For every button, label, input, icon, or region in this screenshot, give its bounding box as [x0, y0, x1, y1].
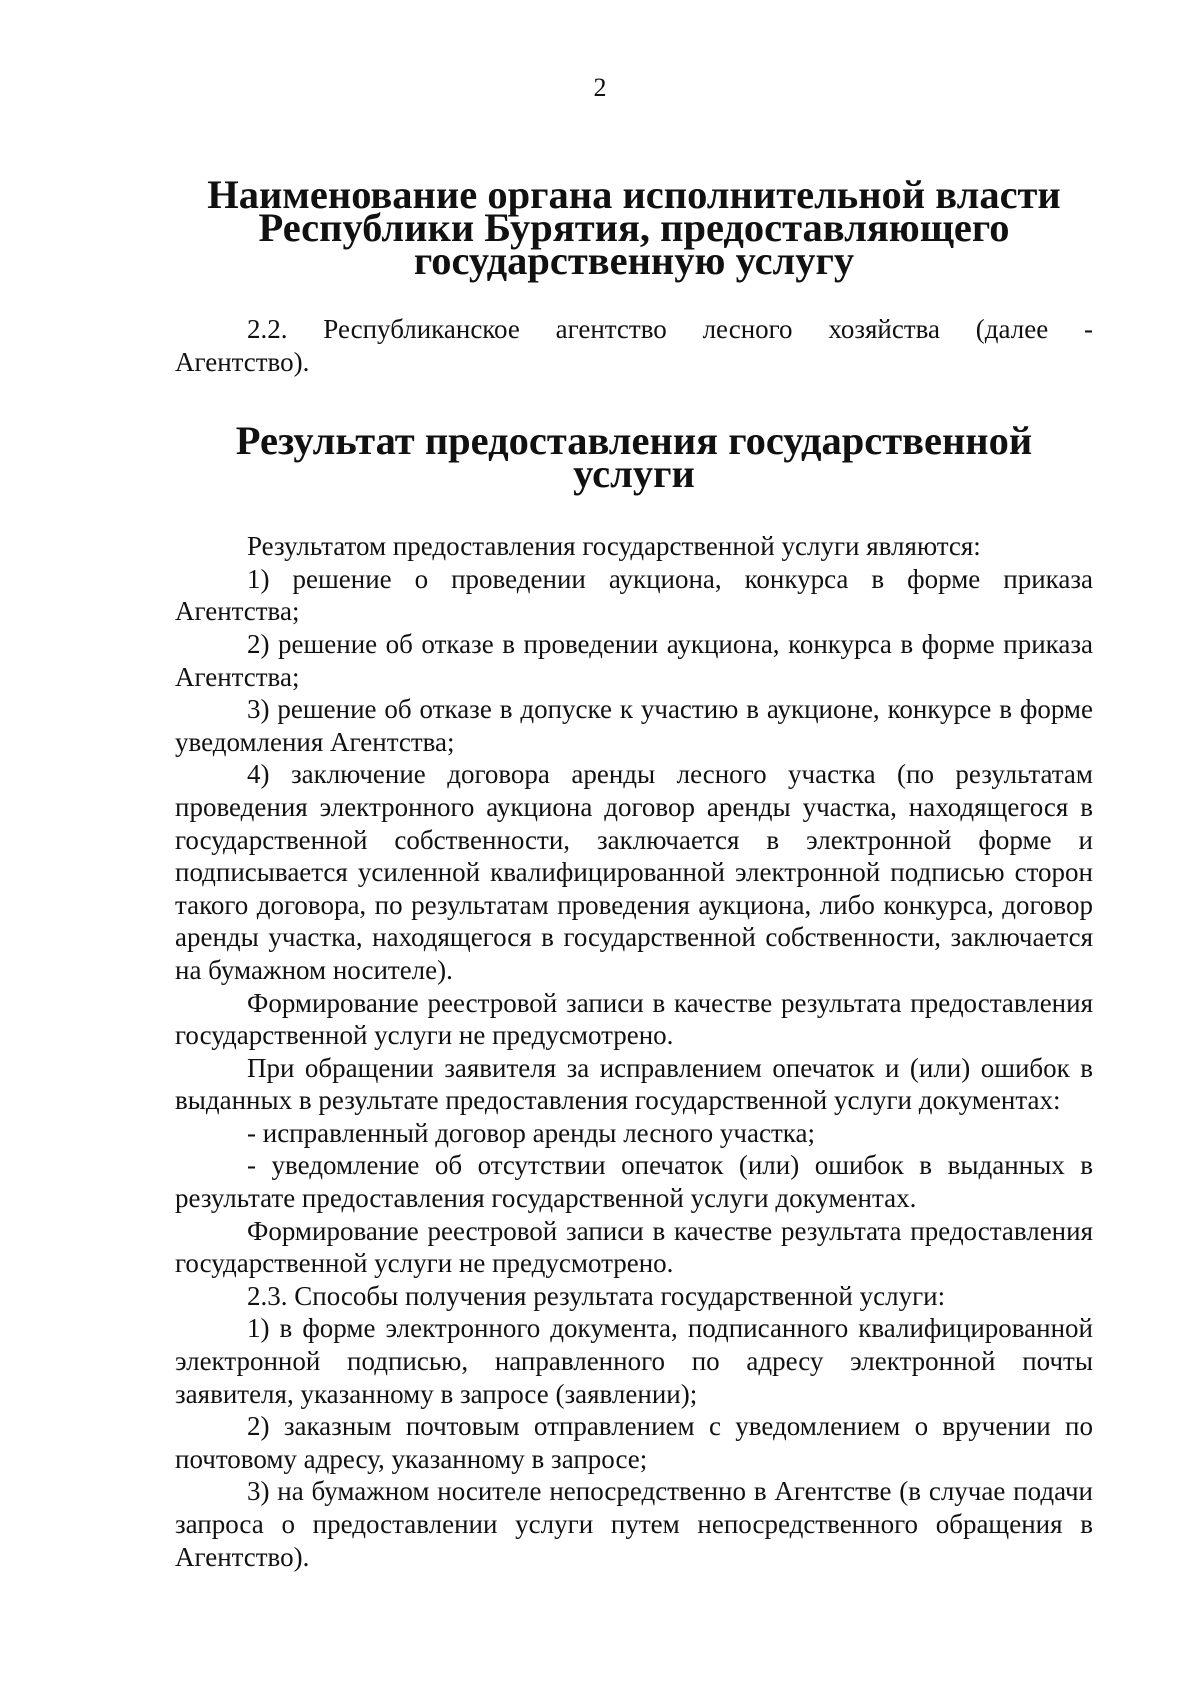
paragraph: Формирование реестровой записи в качестве результата предоставления государственной услуги не предусмотрено.	[175, 987, 1093, 1051]
paragraph: - исправленный договор аренды лесного участка;	[247, 1117, 815, 1148]
paragraph: 2.3. Способы получения результата государственной услуги:	[247, 1280, 946, 1311]
paragraph: Формирование реестровой записи в качестве результата предоставления государственной услуги не предусмотрено.	[175, 1215, 1093, 1279]
paragraph-2-2-line-2: Агентство).	[175, 346, 310, 377]
paragraph: 2) заказным почтовым отправлением с уведомлением о вручении по почтовому адресу, указанному в запросе;	[175, 1411, 1093, 1474]
document-body	[175, 172, 1093, 1573]
section-heading-authority	[175, 172, 1093, 283]
paragraph: При обращении заявителя за исправлением опечаток и (или) ошибок в выданных в результате предоставления государственной услуги документах:	[175, 1052, 1093, 1116]
paragraph: 3) решение об отказе в допуске к участию в аукционе, конкурсе в форме уведомления Агентства;	[175, 694, 1093, 757]
heading-line: Наименование органа исполнительной власти	[207, 172, 1061, 217]
paragraph: Результатом предоставления государственной услуги являются:	[247, 531, 981, 562]
paragraph: - уведомление об отсутствии опечаток (или) ошибок в выданных в результате предоставления государственной услуги документах.	[175, 1150, 1093, 1214]
paragraph-2-2-line-1: 2.2. Республиканское агентство лесного хозяйства (далее -	[247, 314, 1093, 344]
heading-line: Республики Бурятия, предоставляющего государственную услугу	[258, 205, 1010, 283]
section-heading-result: Результат предоставления государственной услуги	[235, 418, 1033, 497]
page-number: 2	[593, 73, 607, 102]
paragraph: 1) в форме электронного документа, подписанного квалифицированной электронной подписью, направленного по адресу электронной почты заявителя, указанному в запросе (заявлении);	[175, 1313, 1093, 1409]
paragraph: 1) решение о проведении аукциона, конкурса в форме приказа Агентства;	[175, 563, 1093, 627]
paragraph: 4) заключение договора аренды лесного участка (по результатам проведения электронного аукциона договор аренды участка, находящегося в государственной собственности, заключается в электронной форме и подписывается усиленной квалифицированной электронной подписью сторон такого договора, по результатам проведения аукциона, либо конкурса, договор аренды участка, находящегося в государственной собственности, заключается на бумажном носителе).	[175, 759, 1093, 985]
paragraph: 3) на бумажном носителе непосредственно в Агентстве (в случае подачи запроса о предоставлении услуги путем непосредственного обращения в Агентство).	[175, 1476, 1093, 1572]
paragraph: 2) решение об отказе в проведении аукциона, конкурса в форме приказа Агентства;	[175, 628, 1093, 692]
